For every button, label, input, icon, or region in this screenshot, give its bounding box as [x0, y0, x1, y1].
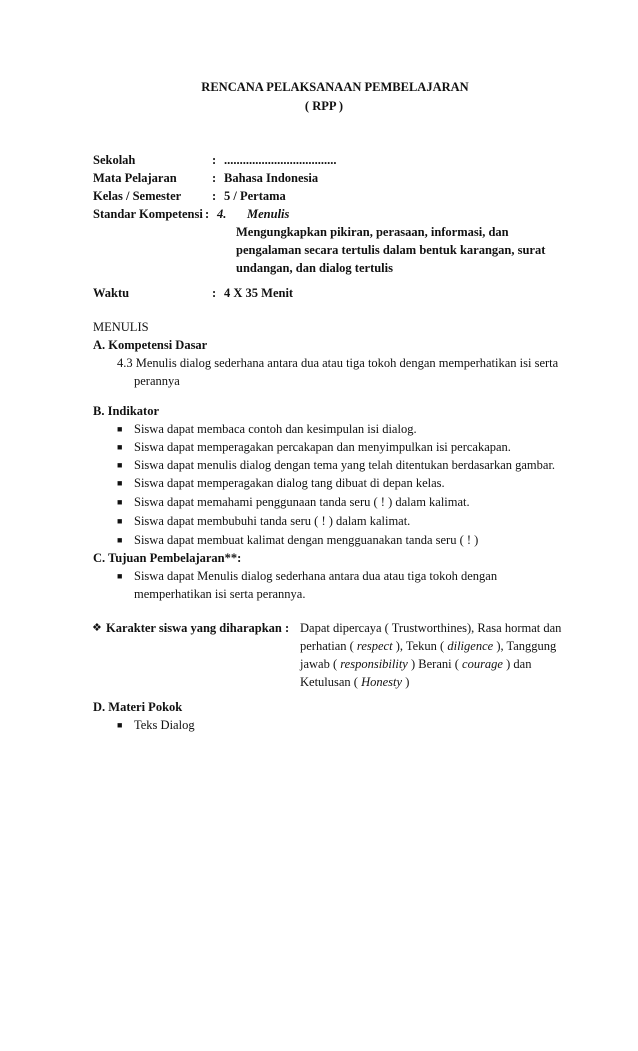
- square-bullet-icon: ■: [117, 535, 123, 545]
- square-bullet-icon: ■: [117, 516, 123, 526]
- indikator-item: Siswa dapat membubuhi tanda seru ( ! ) dalam kalimat.: [134, 514, 411, 528]
- indikator-item: Siswa dapat menulis dialog dengan tema yang telah ditentukan berdasarkan gambar.: [134, 458, 556, 472]
- value-kelas-semester: 5 / Pertama: [224, 189, 286, 203]
- karakter-label: Karakter siswa yang diharapkan :: [106, 621, 290, 635]
- square-bullet-icon: ■: [117, 478, 123, 488]
- karakter-text: Dapat dipercaya ( Trustworthines), Rasa hormat dan: [300, 621, 562, 635]
- sk-description-line: undangan, dan dialog tertulis: [236, 261, 393, 275]
- tujuan-item: Siswa dapat Menulis dialog sederhana antara dua atau tiga tokoh dengan: [134, 569, 498, 583]
- square-bullet-icon: ■: [117, 720, 123, 730]
- value-standar-kompetensi: Menulis: [247, 207, 290, 221]
- karakter-text: Ketulusan ( Honesty ): [300, 675, 410, 689]
- square-bullet-icon: ■: [117, 497, 123, 507]
- value-sekolah: ....................................: [224, 153, 337, 167]
- label-mata-pelajaran: Mata Pelajaran: [93, 171, 177, 185]
- label-sekolah: Sekolah: [93, 153, 136, 167]
- karakter-text: jawab ( responsibility ) Berani ( courage ) dan: [300, 657, 532, 671]
- colon: :: [212, 189, 217, 203]
- diamond-bullet-icon: ❖: [92, 622, 102, 634]
- colon: :: [212, 171, 217, 185]
- kompetensi-dasar-heading: A. Kompetensi Dasar: [93, 338, 208, 352]
- sk-description-line: pengalaman secara tertulis dalam bentuk karangan, surat: [236, 243, 546, 257]
- square-bullet-icon: ■: [117, 442, 123, 452]
- value-mata-pelajaran: Bahasa Indonesia: [224, 171, 319, 185]
- document-subtitle: ( RPP ): [304, 99, 344, 113]
- indikator-item: Siswa dapat membuat kalimat dengan mengguanakan tanda seru ( ! ): [134, 533, 479, 547]
- label-standar-kompetensi: Standar Kompetensi: [93, 207, 203, 221]
- tujuan-heading: C. Tujuan Pembelajaran**:: [93, 551, 242, 565]
- kompetensi-dasar-text: perannya: [134, 374, 180, 388]
- tujuan-item: memperhatikan isi serta perannya.: [134, 587, 306, 601]
- indikator-item: Siswa dapat membaca contoh dan kesimpulan isi dialog.: [134, 422, 417, 436]
- square-bullet-icon: ■: [117, 571, 123, 581]
- karakter-text: perhatian ( respect ), Tekun ( diligence ), Tanggung: [300, 639, 557, 653]
- square-bullet-icon: ■: [117, 424, 123, 434]
- colon: :: [212, 286, 217, 300]
- materi-item: Teks Dialog: [134, 718, 195, 732]
- indikator-heading: B. Indikator: [93, 404, 159, 418]
- section-heading: MENULIS: [93, 320, 149, 334]
- label-kelas-semester: Kelas / Semester: [93, 189, 182, 203]
- indikator-item: Siswa dapat memahami penggunaan tanda seru ( ! ) dalam kalimat.: [134, 495, 470, 509]
- document-title: RENCANA PELAKSANAAN PEMBELAJARAN: [201, 80, 469, 94]
- colon: :: [212, 153, 217, 167]
- materi-pokok-heading: D. Materi Pokok: [93, 700, 183, 714]
- sk-description-line: Mengungkapkan pikiran, perasaan, informasi, dan: [236, 225, 509, 239]
- kompetensi-dasar-text: 4.3 Menulis dialog sederhana antara dua atau tiga tokoh dengan memperhatikan isi serta: [117, 356, 559, 370]
- value-waktu: 4 X 35 Menit: [224, 286, 294, 300]
- indikator-item: Siswa dapat memperagakan percakapan dan menyimpulkan isi percakapan.: [134, 440, 511, 454]
- indikator-item: Siswa dapat memperagakan dialog tang dibuat di depan kelas.: [134, 476, 445, 490]
- colon: :: [205, 207, 210, 221]
- label-waktu: Waktu: [93, 286, 130, 300]
- square-bullet-icon: ■: [117, 460, 123, 470]
- sk-number: 4.: [217, 207, 227, 221]
